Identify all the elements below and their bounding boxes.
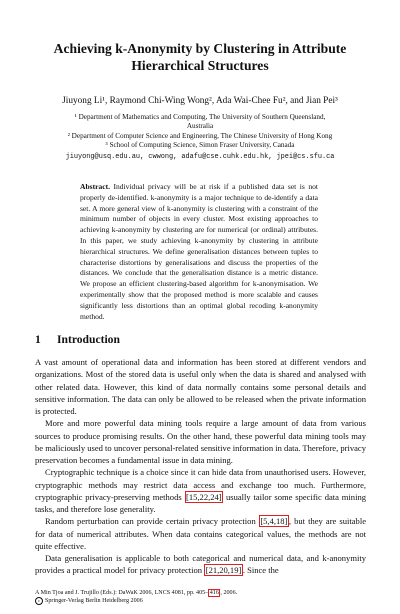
citation-link[interactable]: [21,20,19] [205, 565, 242, 576]
paragraph-1: A vast amount of operational data and information has been stored at different vendors and organizations. Most of the stored data is useful only when the data is shared and analysed with other related data. However, this kind of data normally contains some personal details and sensitive information. The data can only be allowed to be released when the private information is protected. [35, 357, 366, 416]
page-range-link[interactable]: 416 [209, 590, 219, 596]
title-line-1: Achieving k-Anonymity by Clustering in Attribute [53, 41, 347, 56]
paragraph-4-text-end: , but they are suitable for data of numerical attributes. When data contains categorical values, the methods are not quite effective. [35, 516, 366, 551]
affiliation-3: ³ School of Computing Science, Simon Fraser University, Canada [105, 141, 295, 150]
author-list: Jiuyong Li¹, Raymond Chi-Wing Wong², Ada Wai-Chee Fu², and Jian Pei³ [62, 96, 338, 106]
paper-title [20, 40, 380, 74]
citation-link[interactable]: [15,22,24] [186, 491, 222, 502]
affiliations [20, 113, 380, 151]
footer-citation [35, 589, 366, 597]
section-heading [35, 333, 120, 346]
footer-citation-text: A Min Tjoa and J. Trujillo (Eds.): DaWaK 2006, LNCS 4081, pp. 405– [35, 590, 209, 596]
affiliation-1-country: Australia [186, 122, 214, 131]
footer-copyright [35, 597, 366, 605]
paragraph-3 [35, 466, 366, 515]
section-number: 1 [35, 333, 41, 346]
paragraph-5 [35, 552, 366, 577]
citation-link[interactable]: [5,4,18] [260, 516, 288, 527]
paragraph-5-text-end: . Since the [242, 565, 279, 576]
affiliation-2: ² Department of Computer Science and Engineering, The Chinese University of Hong Kong [67, 131, 333, 140]
page-footer [35, 589, 366, 606]
paragraph-4-text: Random perturbation can provide certain privacy protection [45, 516, 259, 527]
copyright-text: Springer-Verlag Berlin Heidelberg 2006 [45, 598, 143, 605]
paragraph-3-text: Cryptographic technique is a choice since it can hide data from unauthorised users. However, cryptographic methods may restrict data access and exchange too much. Furthermore, cryptographic privacy-preserving methods [35, 467, 366, 502]
title-line-2: Hierarchical Structures [131, 58, 269, 73]
paragraph-2: More and more powerful data mining tools require a large amount of data from various sources to produce promising results. On the other hand, these powerful data mining tools may be maliciously used to uncover personal-related sensitive information in data. Therefore, privacy preservation becomes a fundamental issue in data mining. [35, 418, 366, 465]
abstract-text: Individual privacy will be at risk if a published data set is not properly de-identified. k-anonymity is a major technique to de-identify a data set. A more general view of k-anonymity is clustering with a constraint of the minimum number of objects in every cluster. Most existing approaches to achieving k-anonymity by clustering are for numerical (or ordinal) attributes. In this paper, we study achieving k-anonymity by clustering in attribute hierarchical structures. We define generalisation distances between tuples to characterise distortions by generalisations and discuss the properties of the distances. We conclude that the generalisation distance is a metric distance. We propose an efficient clustering-based algorithm for k-anonymisation. We experimentally show that the proposed method is more scalable and causes significantly less distortions than an optimal global recoding k-anonymity method. [80, 182, 319, 321]
copyright-icon: c [35, 597, 43, 605]
paragraph-3-text-end: usually tailor some specific data mining tasks, and therefore lose generality. [35, 491, 366, 514]
author-emails: jiuyong@usq.edu.au, cwwong, adafu@cse.cuhk.edu.hk, jpei@cs.sfu.ca [65, 153, 335, 161]
body-text [35, 356, 366, 577]
section-title: Introduction [57, 333, 120, 346]
paragraph-5-text: Data generalisation is applicable to both categorical and numerical data, and k-anonymity provides a practical model for privacy protection [35, 553, 366, 576]
abstract-label: Abstract. [80, 182, 110, 191]
affiliation-1: ¹ Department of Mathematics and Computing, The University of Southern Queensland, [74, 113, 326, 121]
abstract [80, 182, 318, 322]
paragraph-4 [35, 515, 366, 552]
footer-citation-end: , 2006. [220, 590, 238, 596]
